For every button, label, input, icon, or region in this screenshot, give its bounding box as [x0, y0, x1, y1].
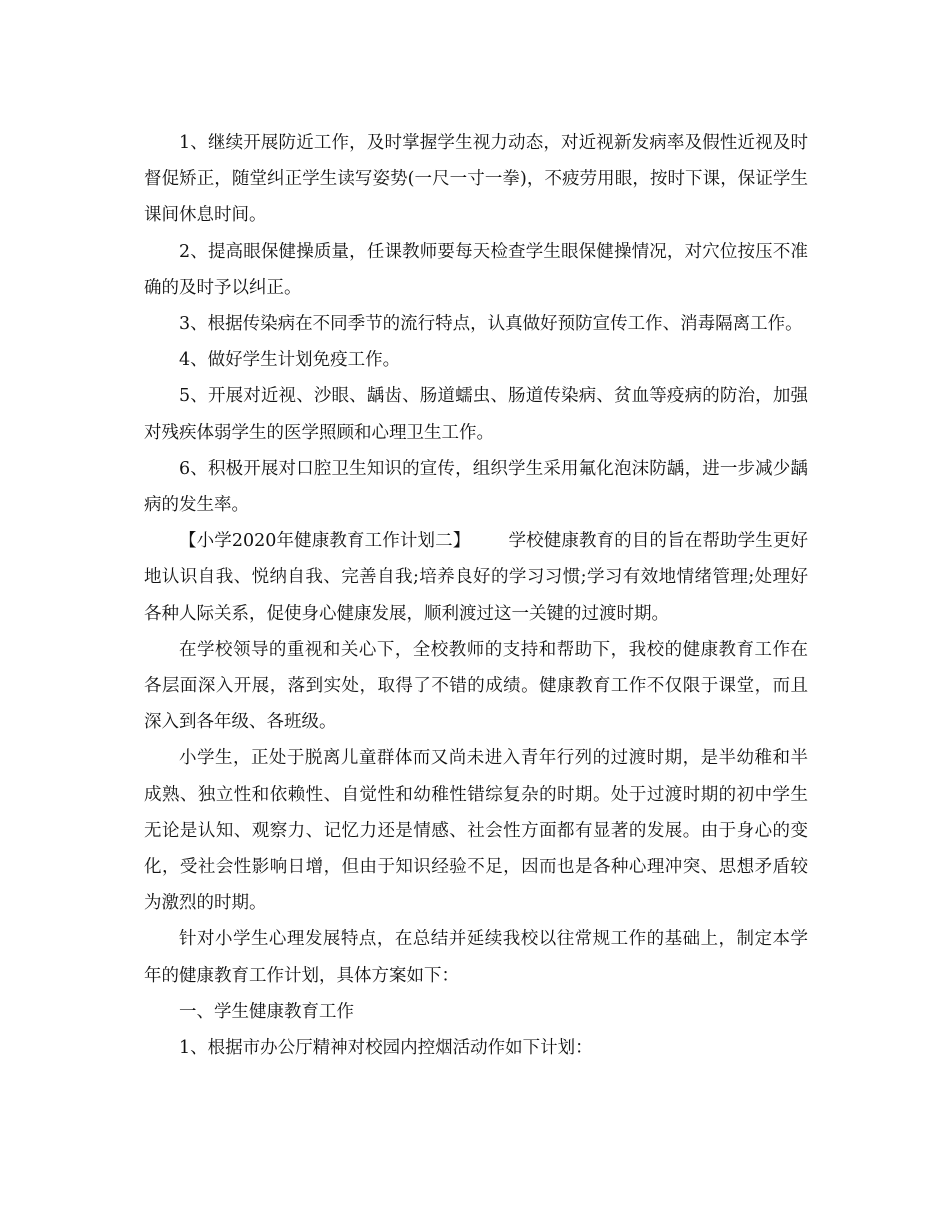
section-heading-student-health: 一、学生健康教育工作 — [179, 1001, 354, 1022]
paragraph-myopia-prevention: 1、继续开展防近工作，及时掌握学生视力动态，对近视新发病率及假性近视及时督促矫正，随堂纠正学生读写姿势(一尺一寸一拳)，不疲劳用眼，按时下课，保证学生课间休息时间。 — [144, 133, 808, 226]
paragraph-student-development: 小学生，正处于脱离儿童群体而又尚未进入青年行列的过渡时期，是半幼稚和半成熟、独立性和依赖性、自觉性和幼稚性错综复杂的时期。处于过渡时期的初中学生无论是认知、观察力、记忆力还是情感、社会性方面都有显著的发展。由于身心的变化，受社会性影响日增，但由于知识经验不足，因而也是各种心理冲突、思想矛盾较为激烈的时期。 — [144, 748, 808, 914]
paragraph-plan-two — [144, 523, 808, 632]
paragraph-smoking-control: 1、根据市办公厅精神对校园内控烟活动作如下计划： — [179, 1038, 593, 1059]
paragraph-school-support: 在学校领导的重视和关心下，全校教师的支持和帮助下，我校的健康教育工作在各层面深入开展，落到实处，取得了不错的成绩。健康教育工作不仅限于课堂，而且深入到各年级、各班级。 — [144, 639, 808, 733]
paragraph-infectious-disease: 3、根据传染病在不同季节的流行特点，认真做好预防宣传工作、消毒隔离工作。 — [179, 314, 803, 335]
document-page — [144, 125, 808, 1066]
paragraph-plan-basis: 针对小学生心理发展特点，在总结并延续我校以往常规工作的基础上，制定本学年的健康教育工作计划，具体方案如下： — [144, 929, 808, 986]
paragraph-eye-exercises: 2、提高眼保健操质量，任课教师要每天检查学生眼保健操情况，对穴位按压不准确的及时予以纠正。 — [144, 241, 808, 298]
plan-two-intro: 学校健康教育的目的旨在帮助学生更好地认识自我、悦纳自我、完善自我;培养良好的学习习惯;学习有效地情绪管理;处理好各种人际关系，促使身心健康发展，顺利渡过这一关键的过渡时期。 — [144, 531, 808, 624]
paragraph-oral-hygiene: 6、积极开展对口腔卫生知识的宣传，组织学生采用氟化泡沫防龋，进一步减少龋病的发生率。 — [144, 458, 808, 516]
plan-two-heading: 【小学2020年健康教育工作计划二】 — [179, 531, 471, 552]
paragraph-disease-control: 5、开展对近视、沙眼、龋齿、肠道蠕虫、肠道传染病、贫血等疫病的防治，加强对残疾体弱学生的医学照顾和心理卫生工作。 — [144, 386, 808, 443]
paragraph-immunization: 4、做好学生计划免疫工作。 — [179, 350, 401, 371]
